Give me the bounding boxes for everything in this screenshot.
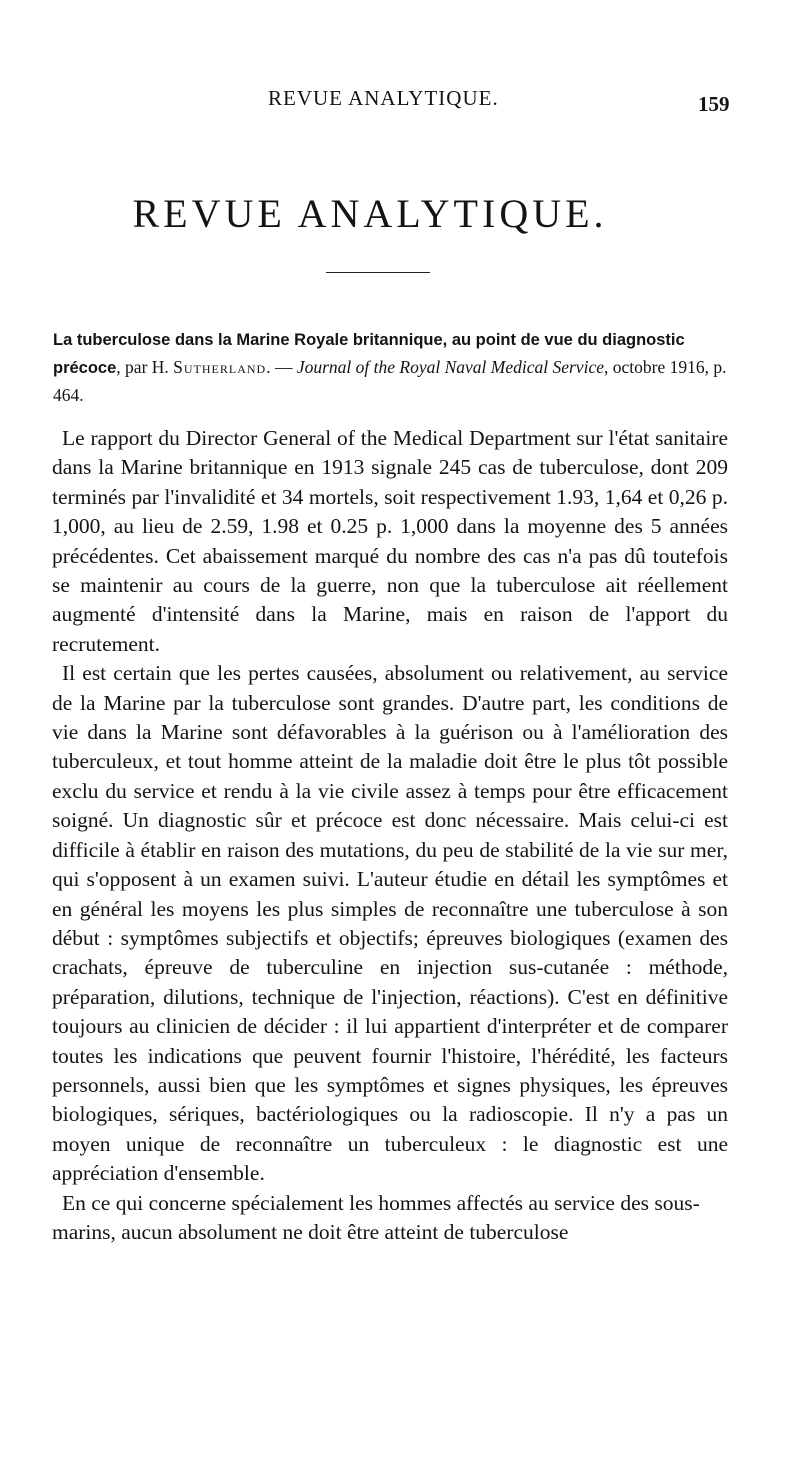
- title-rule: [326, 272, 430, 273]
- paragraph-3: En ce qui concerne spécialement les hommes affectés au service des sous-marins, aucun absolument ne doit être atteint de tuberculose: [52, 1190, 700, 1244]
- article-heading: [53, 326, 743, 409]
- paragraph-2: Il est certain que les pertes causées, absolument ou relativement, au service de la Marine par la tuberculose sont grandes. D'autre part, les conditions de vie dans la Marine sont défavorables à la guérison ou à l'amélioration des tuberculeux, et tout homme atteint de la maladie doit être le plus tôt possible exclu du service et rendu à la vie civile assez à temps pour être efficacement soigné. Un diagnostic sûr et précoce est donc nécessaire. Mais celui-ci est difficile à établir en raison des mutations, du peu de stabilité de la vie sur mer, qui s'opposent à un examen suivi. L'auteur étudie en détail les symptômes et en général les moyens les plus simples de reconnaître une tuberculose à son début : symptômes subjectifs et objectifs; épreuves biologiques (examen des crachats, épreuve de tuberculine en injection sus-cutanée : méthode, préparation, dilutions, technique de l'injection, réactions). C'est en définitive toujours au clinicien de décider : il lui appartient d'interpréter et de comparer toutes les indications que peuvent fournir l'histoire, l'hérédité, les facteurs personnels, aussi bien que les symptômes et signes physiques, les épreuves biologiques, sériques, bactériologiques ou la radioscopie. Il n'y a pas un moyen unique de reconnaître un tuberculeux : le diagnostic est une appréciation d'ensemble.: [52, 661, 728, 1186]
- author-suffix: . —: [266, 357, 297, 377]
- running-head: REVUE ANALYTIQUE.: [268, 86, 499, 110]
- page-number: 159: [698, 92, 730, 116]
- section-title: REVUE ANALYTIQUE.: [132, 191, 608, 236]
- citation-tail: , octobre 1916, p. 464.: [53, 357, 727, 405]
- article-title: La tuberculose dans la Marine Royale britannique, au point de vue du diagnostic précoce: [53, 331, 685, 377]
- article-body: [52, 424, 728, 1247]
- journal-name: Journal of the Royal Naval Medical Service: [296, 357, 604, 377]
- paragraph-1: Le rapport du Director General of the Medical Department sur l'état sanitaire dans la Marine britannique en 1913 signale 245 cas de tuberculose, dont 209 terminés par l'invalidité et 34 mortels, soit respectivement 1.93, 1,64 et 0,26 p. 1,000, au lieu de 2.59, 1.98 et 0.25 p. 1,000 dans la moyenne des 5 années précédentes. Cet abaissement marqué du nombre des cas n'a pas dû toutefois se maintenir au cours de la guerre, non que la tuberculose ait réellement augmenté d'intensité dans la Marine, mais en raison de l'apport du recrutement.: [52, 426, 728, 656]
- author-name: Sutherland: [173, 357, 267, 377]
- author-prefix: , par H.: [116, 357, 174, 377]
